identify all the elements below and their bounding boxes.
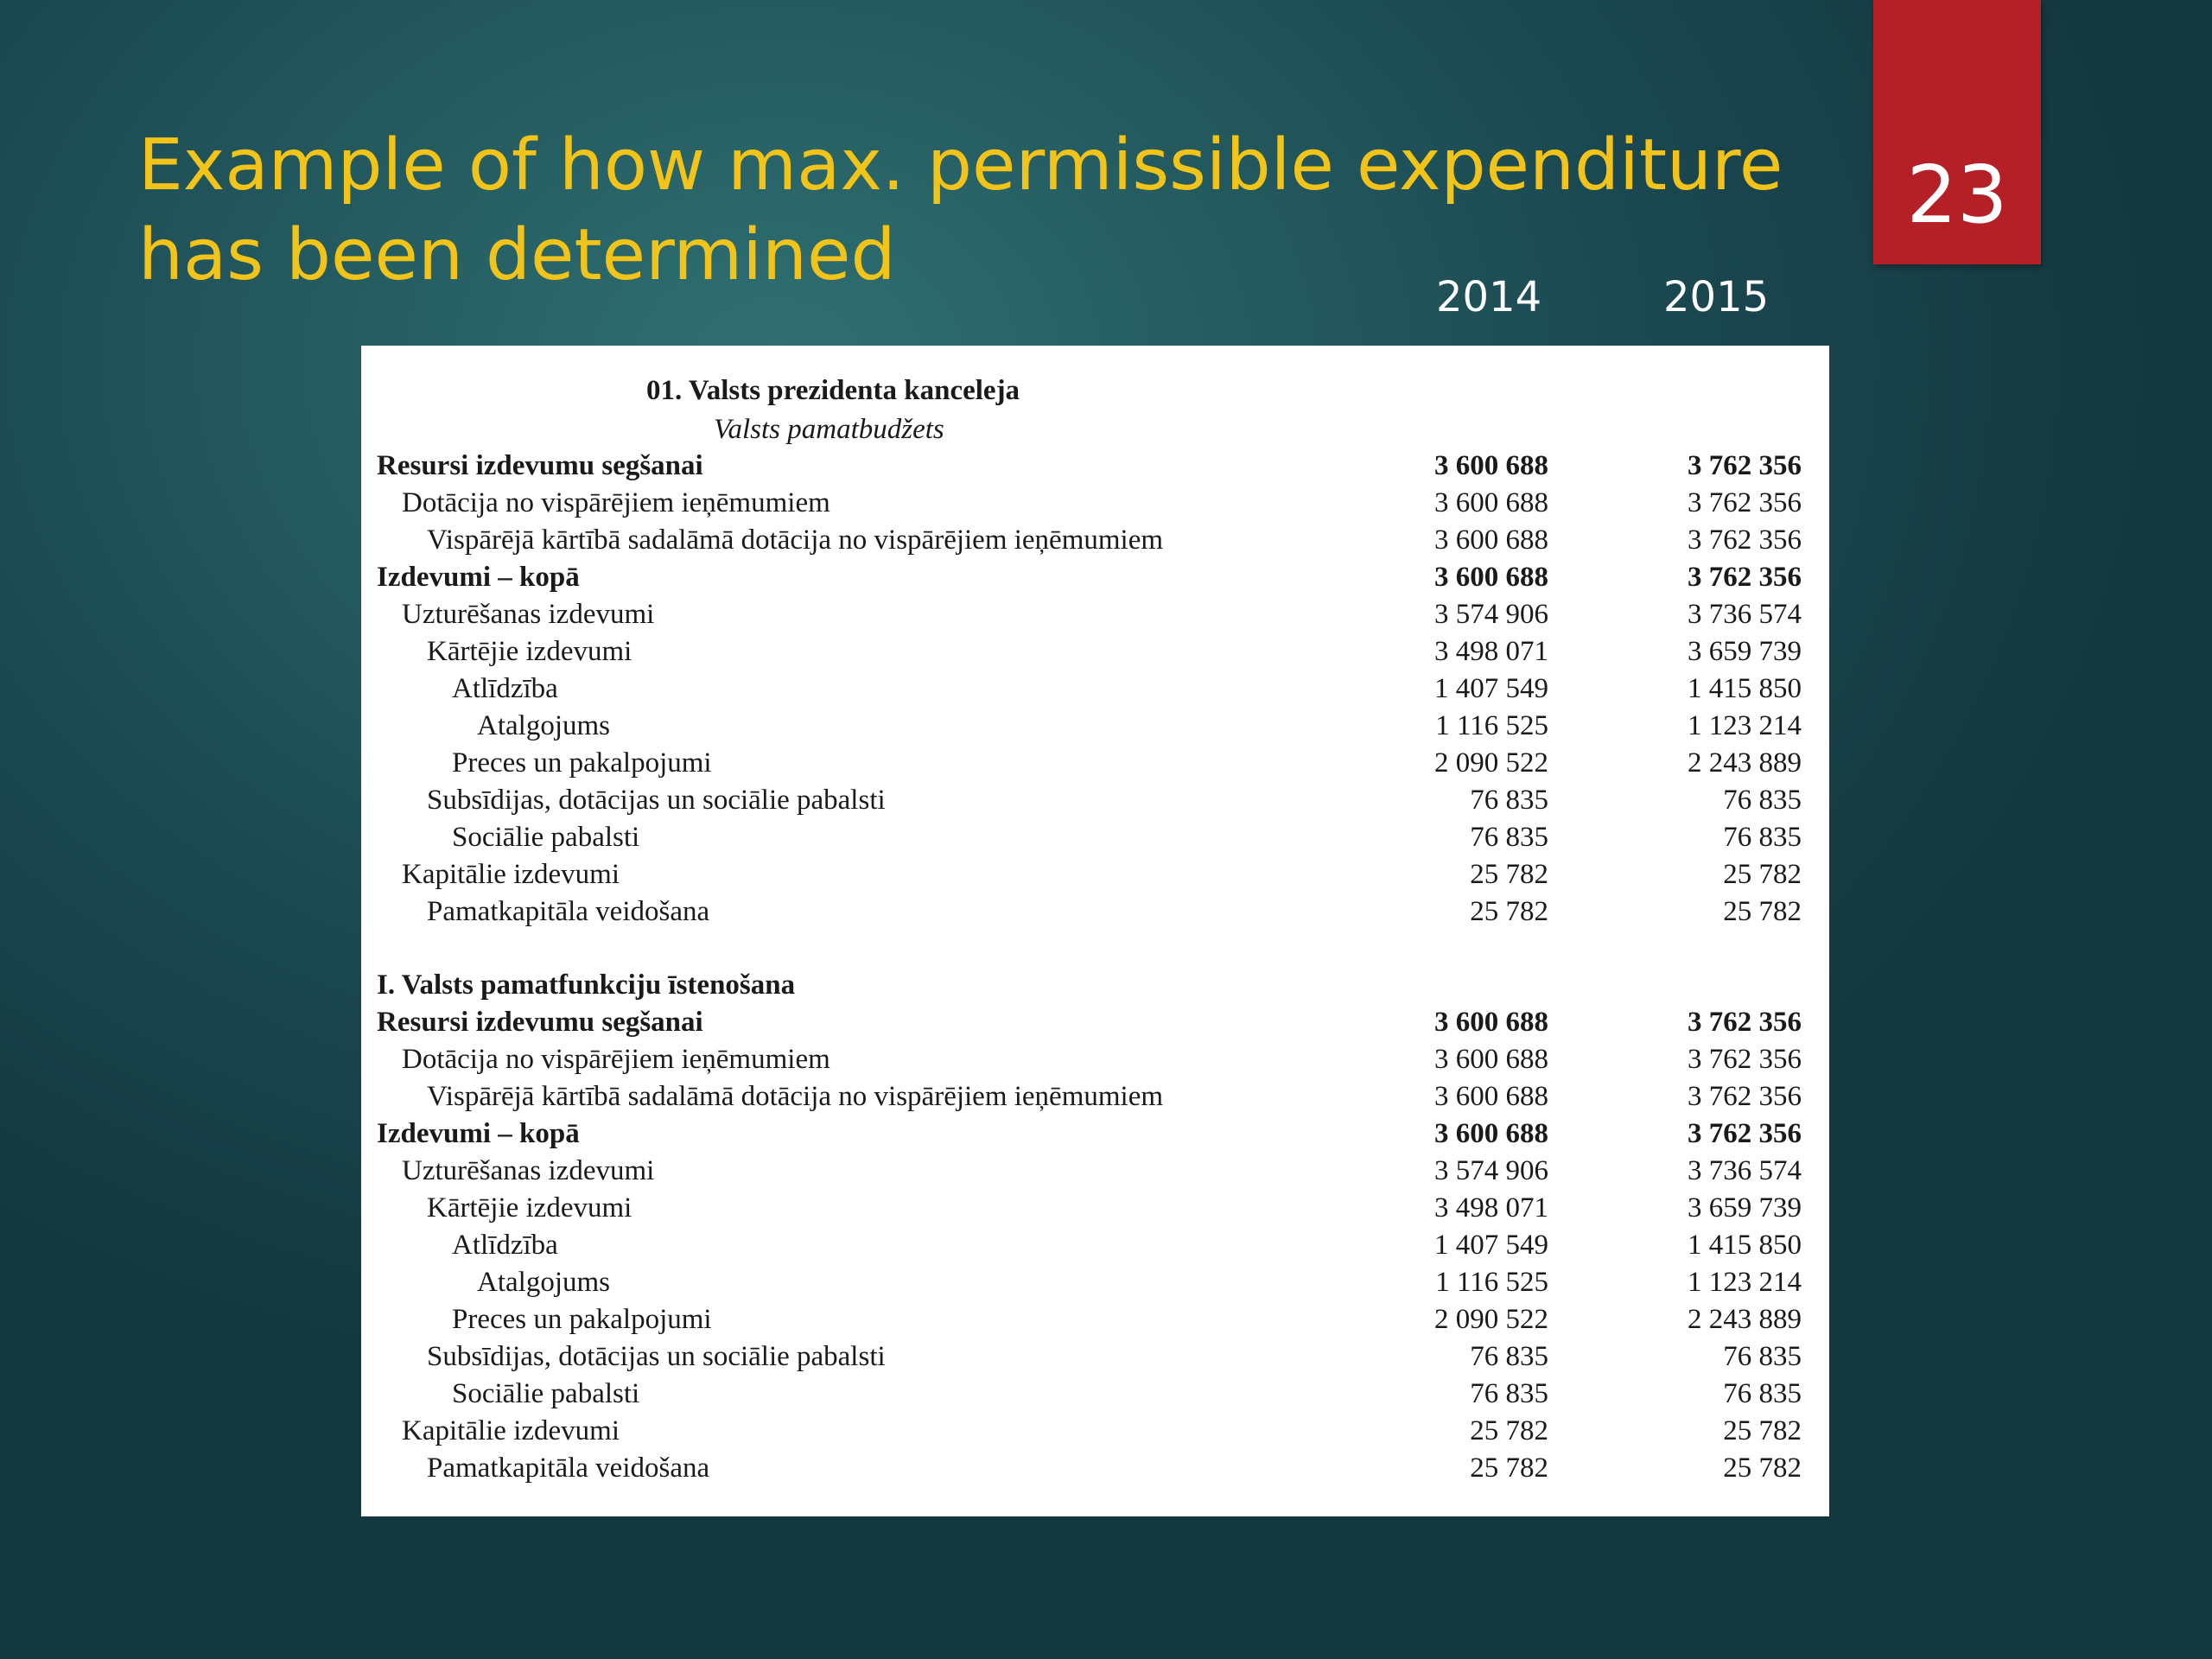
- table-row: [361, 1264, 1829, 1301]
- table-row: [361, 485, 1829, 522]
- table-row: [361, 819, 1829, 856]
- section-1-value-2014: 3 600 688: [1434, 524, 1548, 556]
- section-2-value-2014: 1 407 549: [1434, 1230, 1548, 1261]
- section-2-value-2014: 25 782: [1470, 1415, 1548, 1446]
- section-1-value-2014: 76 835: [1470, 822, 1548, 853]
- section-1-value-2015: 3 762 356: [1688, 450, 1802, 481]
- section-2-value-2014: 76 835: [1470, 1341, 1548, 1372]
- table-row: [361, 1041, 1829, 1078]
- section-2-row-label: Atalgojums: [477, 1267, 610, 1298]
- table-row: [361, 856, 1829, 893]
- section-1-row-label: Preces un pakalpojumi: [452, 747, 712, 779]
- table-subheading-row: [361, 411, 1829, 448]
- section-2-value-2015: 2 243 889: [1688, 1304, 1802, 1335]
- section-1-value-2014: 25 782: [1470, 859, 1548, 890]
- section-1-value-2015: 3 762 356: [1688, 524, 1802, 556]
- section-1-row-label: Vispārējā kārtībā sadalāmā dotācija no vispārējiem ieņēmumiem: [427, 524, 1164, 556]
- table-heading: 01. Valsts prezidenta kanceleja: [646, 375, 1020, 406]
- section-1-value-2014: 3 574 906: [1434, 599, 1548, 630]
- section-2-value-2014: 3 574 906: [1434, 1155, 1548, 1186]
- page-number-badge: [1873, 0, 2041, 264]
- table-row: [361, 559, 1829, 596]
- section-2-row-label: Uzturēšanas izdevumi: [402, 1155, 655, 1186]
- section-2-row-label: Dotācija no vispārējiem ieņēmumiem: [402, 1044, 830, 1075]
- table-subheading: Valsts pamatbudžets: [714, 414, 944, 445]
- table-row: [361, 1413, 1829, 1450]
- section-2-row-label: Resursi izdevumu segšanai: [377, 1007, 703, 1038]
- section-2-heading-row: [361, 967, 1829, 1004]
- table-row: [361, 1078, 1829, 1116]
- section-1-row-label: Dotācija no vispārējiem ieņēmumiem: [402, 487, 830, 518]
- section-1-value-2014: 25 782: [1470, 896, 1548, 927]
- section-1-value-2014: 3 600 688: [1434, 450, 1548, 481]
- section-2-value-2015: 76 835: [1723, 1341, 1802, 1372]
- section-2-value-2014: 3 498 071: [1434, 1192, 1548, 1224]
- section-1-value-2014: 3 600 688: [1434, 487, 1548, 518]
- section-1-row-label: Kārtējie izdevumi: [427, 636, 632, 667]
- table-row: [361, 596, 1829, 633]
- section-2-value-2014: 3 600 688: [1434, 1044, 1548, 1075]
- column-year-2015: 2015: [1663, 273, 1770, 321]
- section-2-value-2014: 76 835: [1470, 1378, 1548, 1409]
- section-1-value-2015: 76 835: [1723, 785, 1802, 816]
- section-2-value-2014: 3 600 688: [1434, 1007, 1548, 1038]
- section-2-row-label: Izdevumi – kopā: [377, 1118, 580, 1149]
- section-2-value-2015: 1 123 214: [1688, 1267, 1802, 1298]
- section-2-value-2015: 25 782: [1723, 1452, 1802, 1484]
- section-2-row-label: Vispārējā kārtībā sadalāmā dotācija no vispārējiem ieņēmumiem: [427, 1081, 1164, 1112]
- table-row: [361, 782, 1829, 819]
- section-2-value-2015: 3 762 356: [1688, 1081, 1802, 1112]
- section-2-row-label: Atlīdzība: [452, 1230, 558, 1261]
- section-2-value-2014: 25 782: [1470, 1452, 1548, 1484]
- table-row: [361, 1338, 1829, 1376]
- section-1-value-2014: 3 600 688: [1434, 562, 1548, 593]
- table-row: [361, 671, 1829, 708]
- section-2-value-2015: 3 762 356: [1688, 1007, 1802, 1038]
- budget-table-image: [361, 346, 1829, 1516]
- section-1-value-2015: 25 782: [1723, 859, 1802, 890]
- section-2-value-2014: 3 600 688: [1434, 1118, 1548, 1149]
- section-1-value-2015: 1 415 850: [1688, 673, 1802, 704]
- table-row: [361, 745, 1829, 782]
- section-2-row-label: Pamatkapitāla veidošana: [427, 1452, 710, 1484]
- section-2-value-2014: 1 116 525: [1435, 1267, 1548, 1298]
- table-row: [361, 633, 1829, 671]
- table-row: [361, 1153, 1829, 1190]
- table-row: [361, 1376, 1829, 1413]
- section-1-row-label: Subsīdijas, dotācijas un sociālie pabalsti: [427, 785, 886, 816]
- section-1-row-label: Pamatkapitāla veidošana: [427, 896, 710, 927]
- section-2-row-label: Kārtējie izdevumi: [427, 1192, 632, 1224]
- section-2-row-label: Kapitālie izdevumi: [402, 1415, 620, 1446]
- table-row: [361, 1301, 1829, 1338]
- section-2-value-2015: 76 835: [1723, 1378, 1802, 1409]
- table-row: [361, 708, 1829, 745]
- section-1-value-2015: 1 123 214: [1688, 710, 1802, 741]
- section-1-row-label: Kapitālie izdevumi: [402, 859, 620, 890]
- section-2-value-2015: 3 659 739: [1688, 1192, 1802, 1224]
- section-2-value-2015: 25 782: [1723, 1415, 1802, 1446]
- section-1-row-label: Atalgojums: [477, 710, 610, 741]
- table-row: [361, 1190, 1829, 1227]
- page-number: 23: [1906, 149, 2008, 241]
- table-row: [361, 893, 1829, 931]
- section-2-value-2015: 3 736 574: [1688, 1155, 1802, 1186]
- section-1-value-2014: 1 116 525: [1435, 710, 1548, 741]
- table-row: [361, 1227, 1829, 1264]
- table-row: [361, 1004, 1829, 1041]
- slide-title-line-1: Example of how max. permissible expenditure: [138, 124, 1783, 207]
- table-row: [361, 448, 1829, 485]
- section-1-value-2015: 3 659 739: [1688, 636, 1802, 667]
- section-1-value-2015: 25 782: [1723, 896, 1802, 927]
- slide-title-line-2: has been determined: [138, 214, 896, 296]
- section-2-value-2015: 1 415 850: [1688, 1230, 1802, 1261]
- section-1-value-2014: 2 090 522: [1434, 747, 1548, 779]
- section-1-value-2015: 2 243 889: [1688, 747, 1802, 779]
- section-2-row-label: Subsīdijas, dotācijas un sociālie pabalsti: [427, 1341, 886, 1372]
- section-1-value-2015: 3 762 356: [1688, 562, 1802, 593]
- section-2-heading: I. Valsts pamatfunkciju īstenošana: [377, 969, 796, 1001]
- table-row: [361, 1116, 1829, 1153]
- table-row: [361, 1450, 1829, 1487]
- section-1-row-label: Izdevumi – kopā: [377, 562, 580, 593]
- section-1-value-2014: 1 407 549: [1434, 673, 1548, 704]
- slide-title: [138, 121, 1823, 301]
- section-1-value-2015: 76 835: [1723, 822, 1802, 853]
- section-2-value-2014: 2 090 522: [1434, 1304, 1548, 1335]
- section-1-value-2014: 3 498 071: [1434, 636, 1548, 667]
- column-year-2014: 2014: [1436, 273, 1542, 321]
- section-2-row-label: Preces un pakalpojumi: [452, 1304, 712, 1335]
- section-2-value-2015: 3 762 356: [1688, 1118, 1802, 1149]
- section-1-value-2015: 3 736 574: [1688, 599, 1802, 630]
- section-2-value-2015: 3 762 356: [1688, 1044, 1802, 1075]
- section-1-value-2014: 76 835: [1470, 785, 1548, 816]
- table-row: [361, 522, 1829, 559]
- section-1-row-label: Atlīdzība: [452, 673, 558, 704]
- section-1-row-label: Resursi izdevumu segšanai: [377, 450, 703, 481]
- section-1-value-2015: 3 762 356: [1688, 487, 1802, 518]
- section-1-row-label: Uzturēšanas izdevumi: [402, 599, 655, 630]
- section-2-value-2014: 3 600 688: [1434, 1081, 1548, 1112]
- section-1-row-label: Sociālie pabalsti: [452, 822, 640, 853]
- section-2-row-label: Sociālie pabalsti: [452, 1378, 640, 1409]
- table-heading-row: [361, 372, 1829, 410]
